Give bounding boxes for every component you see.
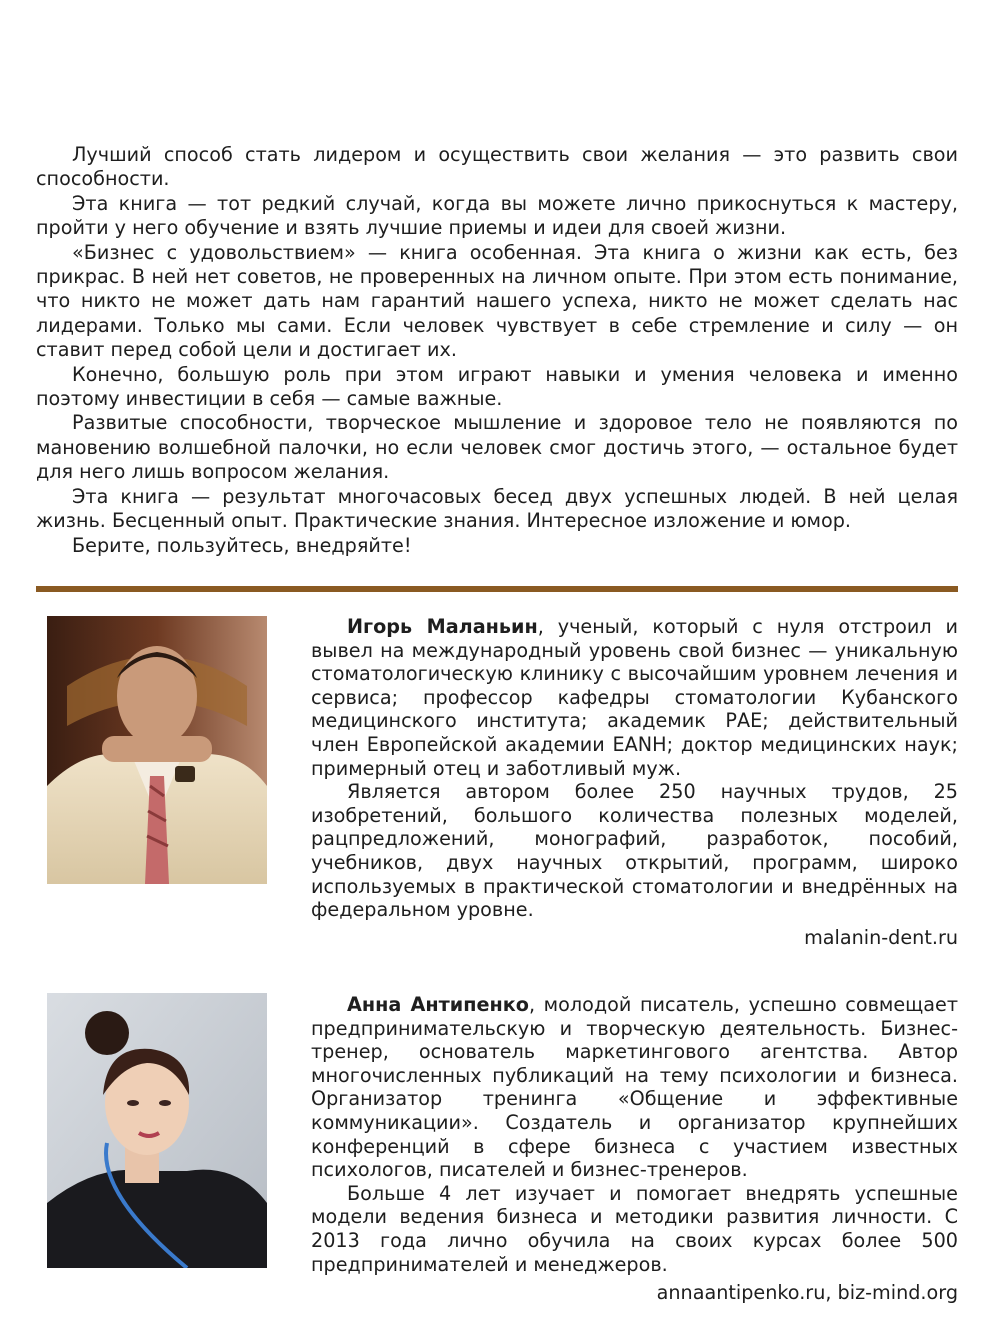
author-bio-malanin — [311, 615, 958, 922]
intro-text — [36, 143, 958, 558]
author-bio-antipenko — [311, 993, 958, 1276]
author-bio-lead-text: , молодой писатель, успешно совмещает предпринимательскую и творческую деятельность. Бизнес-тренер, основатель маркетингового агентства. Автор многочисленных публикаций на тему психологии и бизнеса. Организатор тренинга «Общение и эффективные коммуникации». Создатель и организатор крупнейших конференций в сфере бизнеса с участием известных психологов, писателей и бизнес-тренеров. — [311, 993, 958, 1182]
author-photo-malanin — [47, 616, 267, 884]
author-name: Игорь Маланьин — [347, 615, 538, 638]
author-website: malanin-dent.ru — [804, 926, 958, 949]
author-bio-more: Больше 4 лет изучает и помогает внедрять успешные модели ведения бизнеса и методики развития личности. С 2013 года лично обучила на своих курсах более 500 предпринимателей и менеджеров. — [311, 1181, 958, 1276]
intro-paragraph-1: Лучший способ стать лидером и осуществить свои желания — это развить свои способности. — [36, 143, 958, 191]
author-name: Анна Антипенко — [347, 993, 529, 1016]
section-divider — [36, 586, 958, 592]
intro-paragraph-6: Эта книга — результат многочасовых бесед двух успешных людей. В ней целая жизнь. Бесценный опыт. Практические знания. Интересное изложение и юмор. — [36, 484, 958, 533]
intro-paragraph-5: Развитые способности, творческое мышление и здоровое тело не появляются по мановению волшебной палочки, но если человек смог достичь этого, — остальное будет для него лишь вопросом желания. — [36, 411, 958, 484]
author-bio-lead-text: , ученый, который с нуля отстроил и вывел на международный уровень свой бизнес — уникальную стоматологическую клинику с высочайшим уровнем лечения и сервиса; профессор кафедры стоматологии Кубанского медицинского института; академик РАЕ; действительный член Европейской академии EANH; доктор медицинских наук; примерный отец и заботливый муж. — [311, 615, 958, 780]
author-websites: annaantipenko.ru, biz-mind.org — [656, 1281, 958, 1304]
intro-paragraph-2: Эта книга — тот редкий случай, когда вы можете лично прикоснуться к мастеру, пройти у него обучение и взять лучшие приемы и идеи для своей жизни. — [36, 191, 958, 240]
author-bio-more: Является автором более 250 научных трудов, 25 изобретений, большого количества полезных моделей, рацпредложений, монографий, разработок, пособий, учебников, двух научных открытий, программ, широко используемых в практической стоматологии и внедрённых на федеральном уровне. — [311, 780, 958, 922]
intro-paragraph-3: «Бизнес с удовольствием» — книга особенная. Эта книга о жизни как есть, без прикрас. В ней нет советов, не проверенных на личном опыте. При этом есть понимание, что никто не может дать нам гарантий нашего успеха, никто не может сделать нас лидерами. Только мы сами. Если человек чувствует в себе стремление и силу — он ставит перед собой цели и достигает их. — [36, 240, 958, 362]
intro-paragraph-4: Конечно, большую роль при этом играют навыки и умения человека и именно поэтому инвестиции в себя — самые важные. — [36, 362, 958, 411]
author-photo-antipenko — [47, 993, 267, 1268]
author-bio-lead — [311, 993, 958, 1182]
author-bio-lead — [311, 615, 958, 780]
intro-paragraph-7: Берите, пользуйтесь, внедряйте! — [72, 533, 412, 557]
